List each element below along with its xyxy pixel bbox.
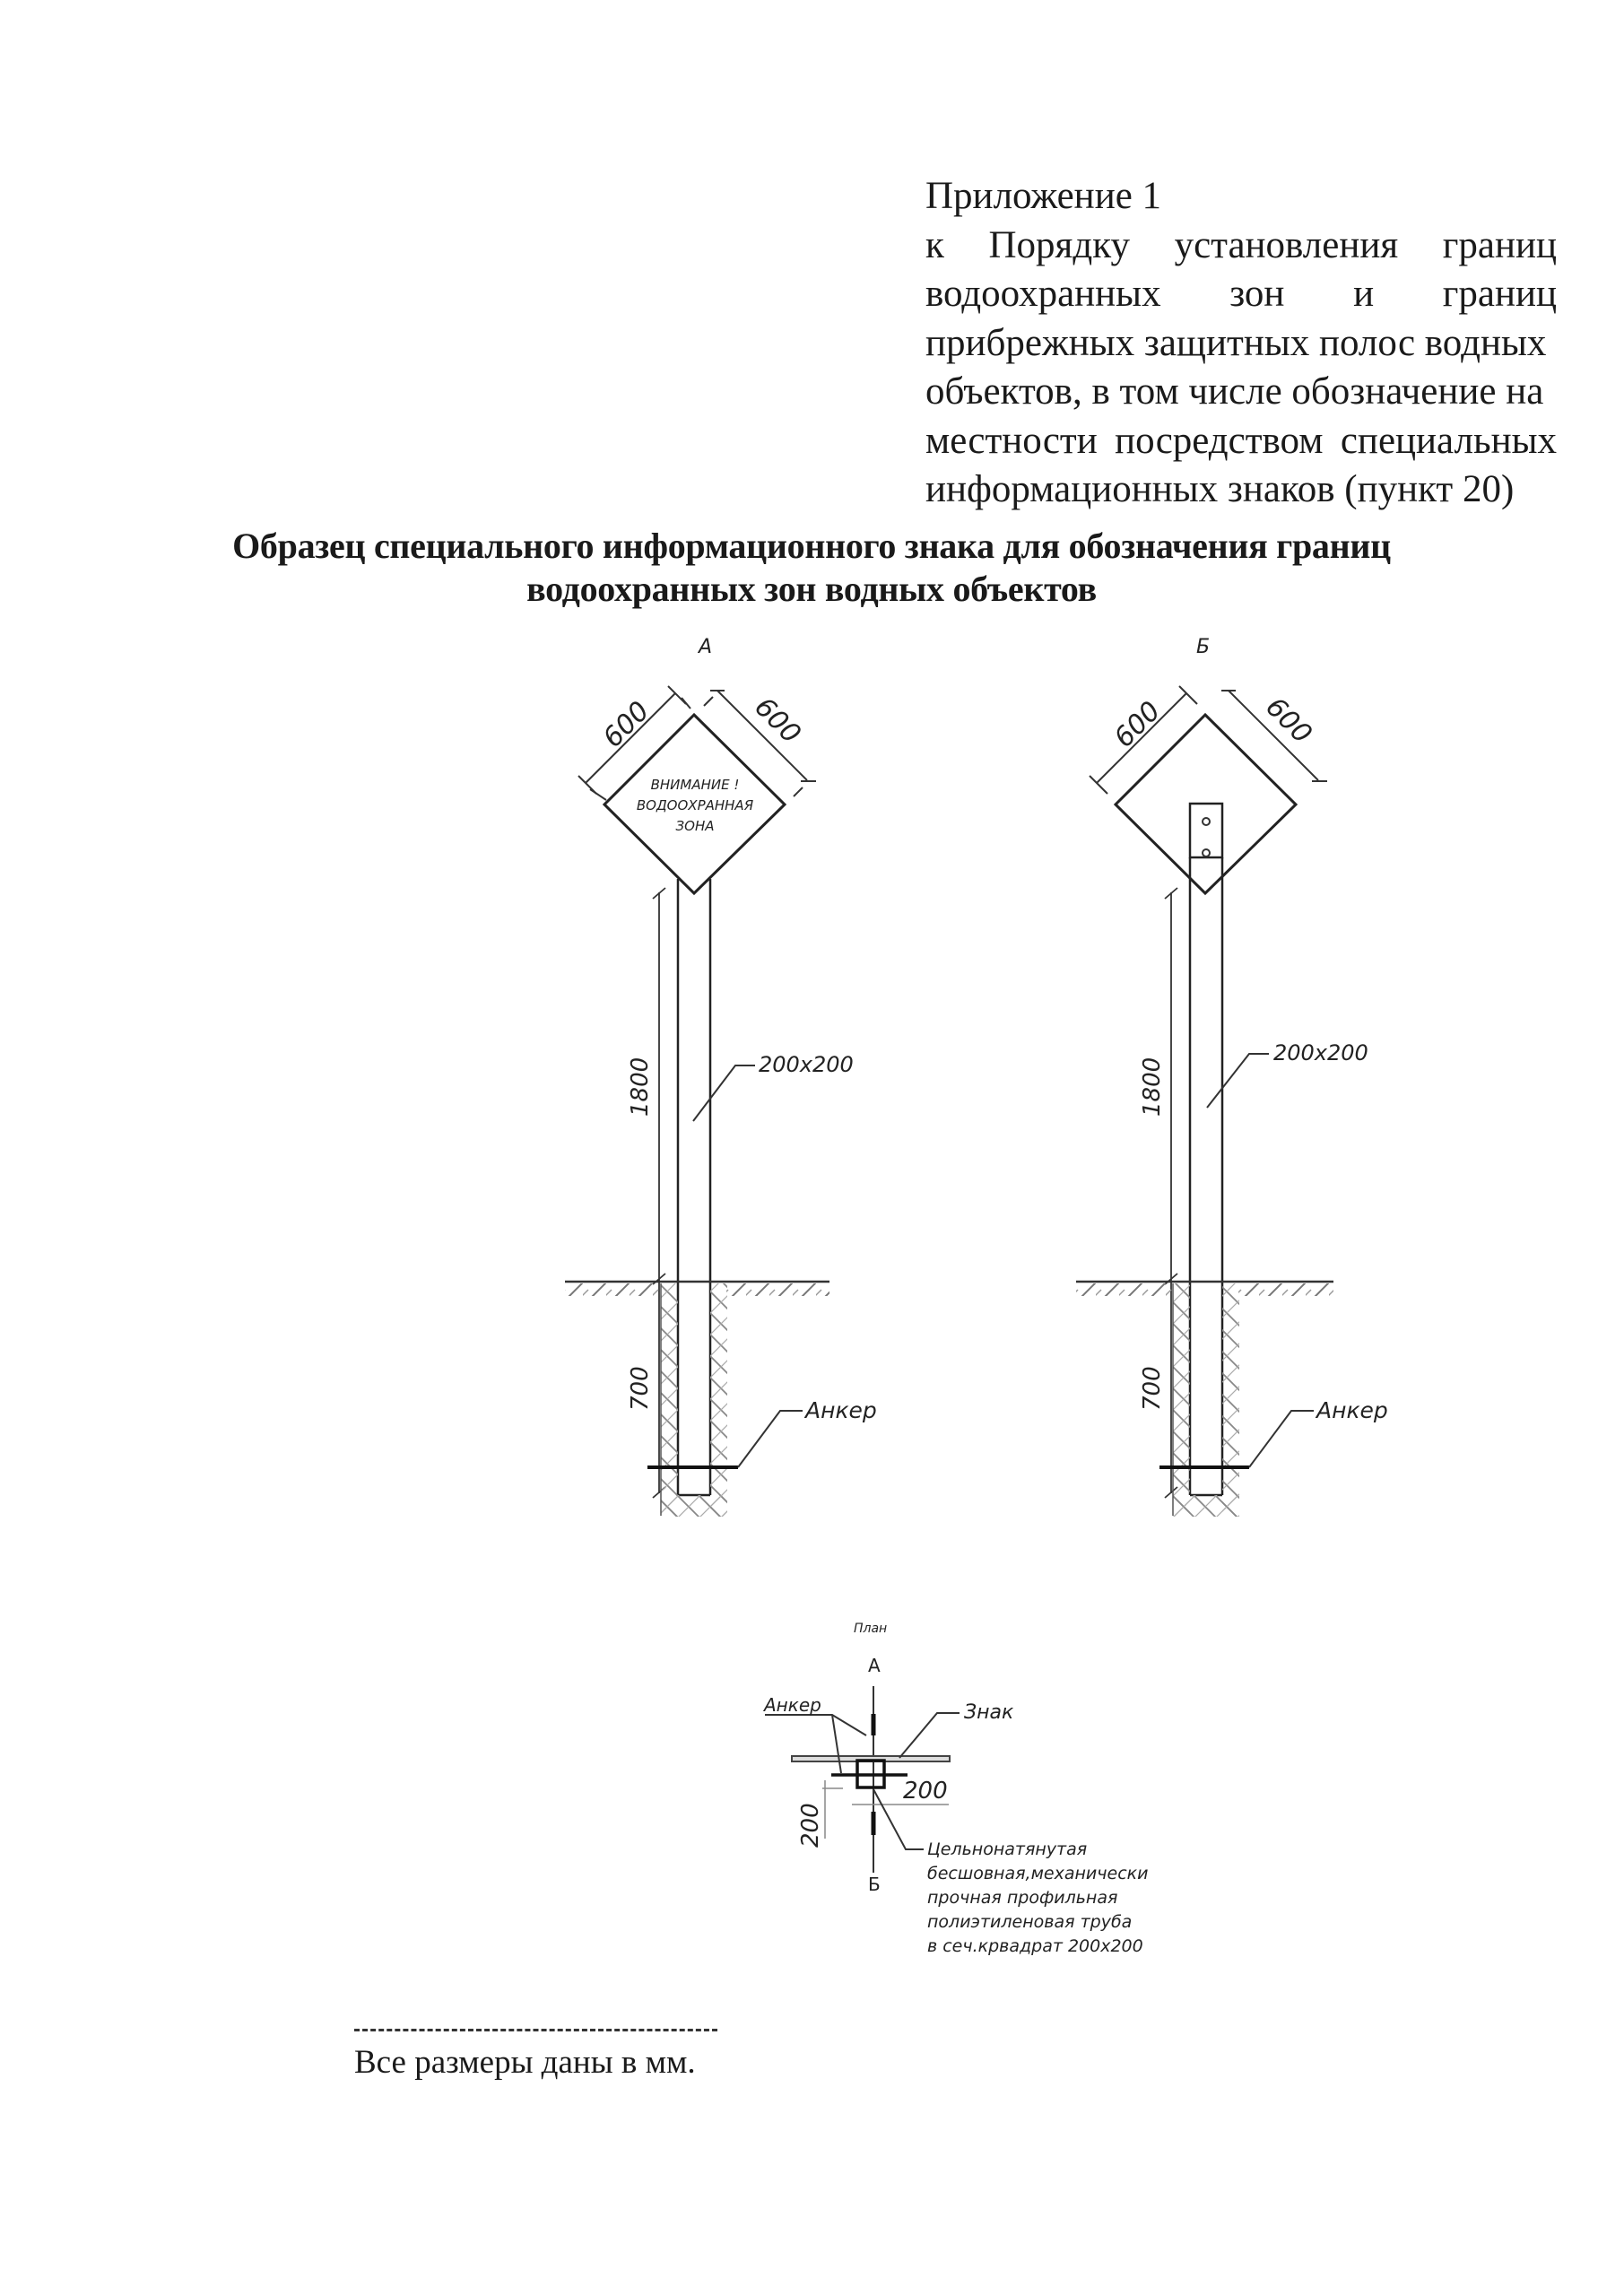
word: специальных <box>1340 419 1557 462</box>
title-line-2: водоохранных зон водных объектов <box>526 569 1097 609</box>
leader-b-anchor <box>1249 1411 1314 1467</box>
dim-a-right-value: 600 <box>748 691 807 751</box>
post-a-section-label: 200x200 <box>759 1052 854 1077</box>
footnote-text: Все размеры даны в мм. <box>354 2044 696 2081</box>
word: установления <box>1174 223 1399 266</box>
plan-leader-anchor-2 <box>832 1715 841 1773</box>
plan-leader-sign <box>899 1713 960 1758</box>
anchor-b-label: Анкер <box>1316 1397 1388 1423</box>
dim-b-left-value: 600 <box>1107 695 1168 754</box>
word: зон <box>1229 273 1285 315</box>
view-a <box>565 636 877 1517</box>
footnote-separator <box>354 2029 717 2031</box>
view-b-label: Б <box>1196 636 1211 658</box>
word: к <box>925 223 944 266</box>
word: посредством <box>1115 419 1324 462</box>
dim-b-height-value: 1800 <box>1139 1057 1166 1117</box>
plan-dim-horizontal-value: 200 <box>903 1778 948 1805</box>
appendix-heading: Приложение 1 <box>925 175 1162 217</box>
word: Порядку <box>988 223 1130 266</box>
appendix-line-3: прибрежных защитных полос водных <box>925 321 1547 364</box>
sign-a-text-1: ВНИМАНИЕ ! <box>650 777 740 793</box>
plan-anchor-label: Анкер <box>764 1694 821 1716</box>
dim-a-height-value: 1800 <box>627 1057 654 1117</box>
word: границ <box>1442 273 1557 315</box>
dim-b-right-value: 600 <box>1259 691 1318 751</box>
dim-b-depth-value: 700 <box>1139 1366 1166 1411</box>
plan-pipe-note-3: прочная профильная <box>927 1888 1118 1908</box>
plan-dim-vertical-value: 200 <box>797 1803 824 1848</box>
plan-pipe-note-5: в сеч.крвадрат 200x200 <box>927 1936 1143 1956</box>
plan-view <box>762 1622 1148 1956</box>
plan-sign-label: Знак <box>964 1701 1014 1724</box>
plan-title: План <box>854 1622 888 1636</box>
leader-a-anchor <box>738 1411 803 1467</box>
appendix-line-6: информационных знаков (пункт 20) <box>925 468 1515 510</box>
leader-a-section <box>693 1065 755 1121</box>
plan-label-top: А <box>868 1655 881 1676</box>
anchor-a-label: Анкер <box>805 1397 877 1423</box>
ground-b <box>1076 1282 1333 1517</box>
plan-pipe-note-4: полиэтиленовая труба <box>927 1912 1133 1932</box>
word: границ <box>1442 223 1557 266</box>
post-b-section-label: 200x200 <box>1273 1040 1368 1065</box>
leader-b-section <box>1207 1054 1269 1108</box>
post-a <box>678 879 710 1495</box>
dim-a-left-value: 600 <box>596 695 656 754</box>
dim-a-depth-value: 700 <box>627 1366 654 1411</box>
sign-a-text-2: ВОДООХРАННАЯ <box>636 797 754 813</box>
title-line-1: Образец специального информационного знака для обозначения границ <box>232 526 1391 566</box>
appendix-line-4: объектов, в том числе обозначение на <box>925 370 1544 413</box>
word: водоохранных <box>925 273 1161 315</box>
word: местности <box>925 419 1098 462</box>
view-a-label: А <box>699 636 713 658</box>
view-b <box>1076 636 1388 1517</box>
plan-label-bottom: Б <box>868 1874 881 1895</box>
plan-leader-anchor <box>765 1715 866 1735</box>
post-b <box>1190 857 1222 1495</box>
sign-a-text-3: ЗОНА <box>675 818 715 834</box>
plan-pipe-note-1: Цельнонатянутая <box>927 1839 1088 1859</box>
word: и <box>1353 273 1375 315</box>
plan-pipe-note-2: бесшовная,механически <box>927 1864 1149 1883</box>
ground-a <box>565 1282 829 1517</box>
